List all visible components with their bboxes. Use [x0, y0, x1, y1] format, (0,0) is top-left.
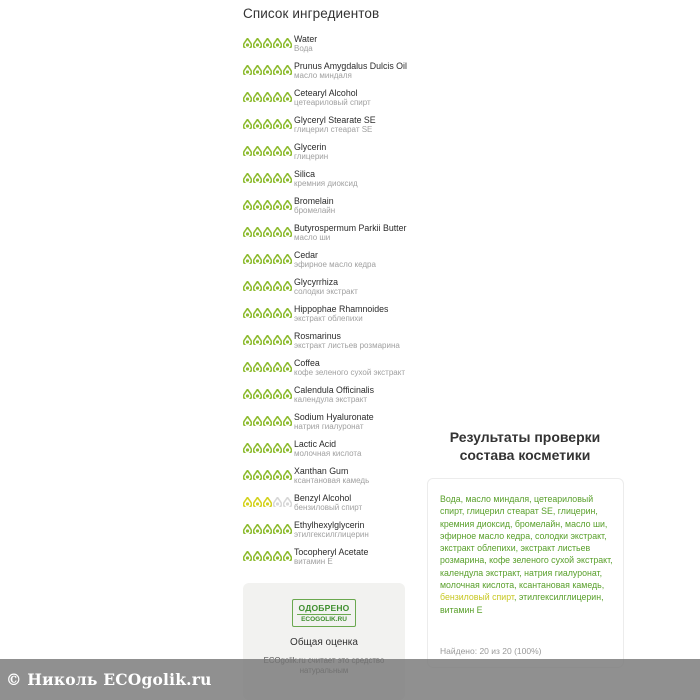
drop-icon [253, 335, 262, 345]
drop-icon [283, 254, 292, 264]
drop-icon [243, 92, 252, 102]
ingredient-name: Bromelain [294, 196, 334, 206]
drop-icon [243, 308, 252, 318]
rating-drops [243, 493, 294, 507]
results-card [427, 478, 624, 668]
results-ok-part-2: , этилгексилглицерин, витамин Е [440, 592, 604, 615]
ingredient-row[interactable] [243, 142, 413, 162]
rating-drops [243, 385, 294, 399]
drop-icon [273, 200, 282, 210]
drop-icon [253, 497, 262, 507]
drop-icon [263, 362, 272, 372]
drop-icon [263, 281, 272, 291]
ingredient-translation: натрия гиалуронат [294, 422, 364, 431]
ingredient-name: Glyceryl Stearate SE [294, 115, 376, 125]
rating-drops [243, 115, 294, 129]
drop-icon [263, 443, 272, 453]
drop-icon [253, 173, 262, 183]
ingredient-name: Silica [294, 169, 316, 179]
drop-icon [273, 551, 282, 561]
ingredient-translation: цетеариловый спирт [294, 98, 371, 107]
drop-icon [263, 119, 272, 129]
ingredient-translation: солодки экстракт [294, 287, 358, 296]
drop-icon [283, 551, 292, 561]
ingredient-row[interactable] [243, 169, 413, 189]
rating-drops [243, 61, 294, 75]
ingredient-row[interactable] [243, 466, 413, 486]
ingredient-translation: ксантановая камедь [294, 476, 370, 485]
ingredient-name: Hippophae Rhamnoides [294, 304, 389, 314]
ingredient-name: Sodium Hyaluronate [294, 412, 374, 422]
drop-icon [243, 497, 252, 507]
ingredient-row[interactable] [243, 304, 413, 324]
drop-icon [283, 173, 292, 183]
drop-icon [273, 443, 282, 453]
drop-icon [263, 497, 272, 507]
ingredient-translation: бромелайн [294, 206, 336, 215]
drop-icon [253, 119, 262, 129]
drop-icon [263, 227, 272, 237]
drop-icon [273, 92, 282, 102]
ingredient-translation: бензиловый спирт [294, 503, 363, 512]
ingredient-name: Water [294, 34, 318, 44]
drop-icon [263, 173, 272, 183]
drop-icon [253, 227, 262, 237]
drop-icon [253, 362, 262, 372]
watermark-bar [0, 659, 700, 700]
drop-icon [263, 254, 272, 264]
drop-icon [243, 362, 252, 372]
drop-icon [243, 254, 252, 264]
drop-icon [243, 335, 252, 345]
ingredient-name: Glycyrrhiza [294, 277, 338, 287]
drop-icon [243, 524, 252, 534]
rating-drops [243, 250, 294, 264]
ingredient-name: Cetearyl Alcohol [294, 88, 358, 98]
drop-icon [273, 497, 282, 507]
drop-icon [243, 389, 252, 399]
drop-icon [283, 227, 292, 237]
overall-label: Общая оценка [290, 637, 358, 648]
ingredient-translation: масло ши [294, 233, 331, 242]
rating-drops [243, 358, 294, 372]
ingredient-name: Rosmarinus [294, 331, 341, 341]
drop-icon [263, 92, 272, 102]
drop-icon [243, 227, 252, 237]
drop-icon [273, 362, 282, 372]
drop-icon [263, 551, 272, 561]
results-title: Результаты проверки состава косметики [449, 429, 601, 463]
drop-icon [283, 92, 292, 102]
ingredient-translation: глицерин [294, 152, 329, 161]
rating-drops [243, 169, 294, 183]
rating-drops [243, 34, 294, 48]
drop-icon [263, 416, 272, 426]
stamp-bottom-text: ECOGOLIK.RU [301, 616, 347, 623]
ingredient-translation: кремния диоксид [294, 179, 358, 188]
drop-icon [253, 551, 262, 561]
drop-icon [283, 281, 292, 291]
ingredient-row[interactable] [243, 34, 413, 54]
ingredient-row[interactable] [243, 250, 413, 270]
drop-icon [253, 92, 262, 102]
drop-icon [273, 470, 282, 480]
drop-icon [283, 335, 292, 345]
ingredient-translation: эфирное масло кедра [294, 260, 376, 269]
rating-drops [243, 223, 294, 237]
rating-drops [243, 412, 294, 426]
drop-icon [283, 470, 292, 480]
drop-icon [243, 200, 252, 210]
drop-icon [253, 254, 262, 264]
drop-icon [243, 416, 252, 426]
ingredient-translation: глицерил стеарат SE [294, 125, 373, 134]
drop-icon [283, 362, 292, 372]
drop-icon [273, 173, 282, 183]
ingredient-translation: молочная кислота [294, 449, 362, 458]
drop-icon [253, 38, 262, 48]
ingredient-translation: экстракт листьев розмарина [294, 341, 400, 350]
ingredient-row[interactable] [243, 277, 413, 297]
ingredient-row[interactable] [243, 547, 413, 567]
drop-icon [283, 65, 292, 75]
ingredient-name: Calendula Officinalis [294, 385, 375, 395]
results-ok-part-1: Вода, масло миндаля, цетеариловый спирт, глицерил стеарат SE, глицерин, кремния диоксид, бромелайн, масло ши, эфирное масло кедра, солодки экстракт, экстракт облепихи, экстракт листьев розмарина, кофе зеленого сухой экстракт, календула экстракт, натрия гиалуронат, молочная кислота, ксантановая камедь, [440, 494, 613, 591]
drop-icon [263, 389, 272, 399]
watermark-text: © Николь ECOgolik.ru [6, 670, 212, 689]
drop-icon [273, 254, 282, 264]
rating-drops [243, 466, 294, 480]
drop-icon [243, 146, 252, 156]
ingredient-translation: масло миндаля [294, 71, 352, 80]
drop-icon [243, 443, 252, 453]
drop-icon [283, 497, 292, 507]
drop-icon [273, 227, 282, 237]
drop-icon [273, 389, 282, 399]
drop-icon [273, 416, 282, 426]
rating-drops [243, 439, 294, 453]
ingredient-name: Prunus Amygdalus Dulcis Oil [294, 61, 407, 71]
ingredient-translation: календула экстракт [294, 395, 367, 404]
ingredient-row[interactable] [243, 439, 413, 459]
ingredient-name: Glycerin [294, 142, 327, 152]
ingredient-translation: этилгексилглицерин [294, 530, 369, 539]
rating-drops [243, 547, 294, 561]
drop-icon [283, 308, 292, 318]
ingredients-title: Список ингредиентов [243, 6, 380, 21]
ingredient-name: Xanthan Gum [294, 466, 349, 476]
drop-icon [263, 65, 272, 75]
drop-icon [283, 389, 292, 399]
drop-icon [273, 308, 282, 318]
ingredient-translation: экстракт облепихи [294, 314, 363, 323]
drop-icon [273, 524, 282, 534]
approved-stamp [292, 599, 356, 627]
drop-icon [263, 524, 272, 534]
drop-icon [243, 119, 252, 129]
drop-icon [263, 146, 272, 156]
ingredient-name: Coffea [294, 358, 320, 368]
drop-icon [253, 200, 262, 210]
drop-icon [273, 281, 282, 291]
rating-drops [243, 196, 294, 210]
drop-icon [243, 281, 252, 291]
results-ingredients-text [440, 493, 618, 616]
drop-icon [243, 65, 252, 75]
drop-icon [263, 308, 272, 318]
drop-icon [273, 335, 282, 345]
drop-icon [253, 389, 262, 399]
ingredient-name: Tocopheryl Acetate [294, 547, 369, 557]
drop-icon [253, 524, 262, 534]
drop-icon [273, 65, 282, 75]
rating-drops [243, 277, 294, 291]
rating-drops [243, 142, 294, 156]
drop-icon [253, 470, 262, 480]
ingredient-row[interactable] [243, 493, 413, 513]
ingredient-row[interactable] [243, 223, 413, 243]
drop-icon [263, 38, 272, 48]
ingredient-name: Ethylhexylglycerin [294, 520, 365, 530]
ingredient-row[interactable] [243, 88, 413, 108]
ingredient-row[interactable] [243, 115, 413, 135]
ingredient-translation: витамин Е [294, 557, 333, 566]
ingredient-row[interactable] [243, 196, 413, 216]
drop-icon [283, 38, 292, 48]
drop-icon [243, 551, 252, 561]
drop-icon [283, 146, 292, 156]
drop-icon [283, 119, 292, 129]
drop-icon [273, 119, 282, 129]
drop-icon [283, 524, 292, 534]
ingredient-name: Lactic Acid [294, 439, 337, 449]
ingredient-name: Benzyl Alcohol [294, 493, 352, 503]
drop-icon [273, 146, 282, 156]
rating-drops [243, 331, 294, 345]
stamp-top-text: ОДОБРЕНО [298, 603, 350, 613]
ingredient-row[interactable] [243, 412, 413, 432]
ingredient-translation: Вода [294, 44, 313, 53]
ingredient-row[interactable] [243, 520, 413, 540]
drop-icon [263, 470, 272, 480]
found-count: Найдено: 20 из 20 (100%) [440, 646, 542, 656]
rating-drops [243, 88, 294, 102]
drop-icon [283, 443, 292, 453]
drop-icon [263, 200, 272, 210]
drop-icon [273, 38, 282, 48]
drop-icon [263, 335, 272, 345]
drop-icon [243, 173, 252, 183]
drop-icon [253, 281, 262, 291]
ingredient-row[interactable] [243, 385, 413, 405]
rating-drops [243, 304, 294, 318]
results-warn-item: бензиловый спирт [440, 592, 514, 603]
drop-icon [253, 65, 262, 75]
rating-drops [243, 520, 294, 534]
ingredient-list [243, 34, 413, 574]
ingredient-row[interactable] [243, 61, 413, 81]
drop-icon [283, 200, 292, 210]
drop-icon [253, 416, 262, 426]
ingredient-name: Butyrospermum Parkii Butter [294, 223, 407, 233]
ingredient-row[interactable] [243, 331, 413, 351]
drop-icon [253, 308, 262, 318]
drop-icon [253, 443, 262, 453]
drop-icon [253, 146, 262, 156]
drop-icon [243, 38, 252, 48]
drop-icon [243, 470, 252, 480]
ingredient-name: Cedar [294, 250, 318, 260]
ingredient-row[interactable] [243, 358, 413, 378]
ingredient-translation: кофе зеленого сухой экстракт [294, 368, 405, 377]
drop-icon [283, 416, 292, 426]
